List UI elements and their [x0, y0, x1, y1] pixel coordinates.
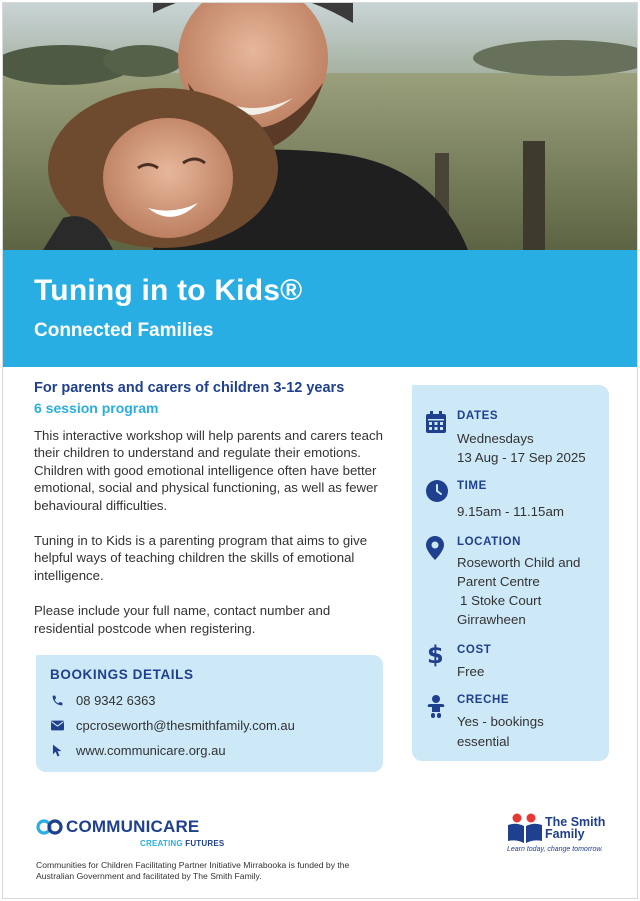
tagline-part-2: FUTURES [185, 839, 225, 848]
phone-number: 08 9342 6363 [76, 692, 156, 708]
booking-email[interactable] [50, 717, 369, 733]
dollar-icon: $ [427, 641, 444, 669]
clock-icon [426, 480, 448, 502]
book-people-icon [507, 813, 543, 848]
dates-range: 13 Aug - 17 Sep 2025 [457, 450, 586, 465]
program-subtitle: Connected Families [34, 320, 214, 341]
session-count: 6 session program [34, 400, 159, 416]
description-paragraph-1: This interactive workshop will help parents and carers teach their children to understand and regulate their emotions. Children with good emotional intelligence often have better emotional, social and physical functioning, as well as fewer behavioural difficulties. [34, 428, 383, 513]
email-icon [50, 718, 64, 732]
smith-family-name [545, 816, 605, 840]
tagline-part-1: CREATING [140, 839, 183, 848]
smith-line-1: The Smith [545, 815, 606, 829]
communicare-name: COMMUNICARE [66, 817, 200, 836]
title-banner [3, 250, 638, 367]
booking-phone[interactable] [50, 692, 369, 708]
audience-heading: For parents and carers of children 3-12 years [34, 380, 345, 396]
location-suburb: Girrawheen [457, 612, 526, 627]
dates-days: Wednesdays [457, 431, 534, 446]
creche-label: CRECHE [457, 694, 510, 706]
location-venue: Roseworth Child and [457, 555, 581, 570]
time-label: TIME [457, 480, 487, 492]
communicare-mark-icon [36, 819, 63, 840]
session-details-panel [412, 385, 609, 761]
calendar-icon [426, 411, 448, 433]
description-paragraph-2: Tuning in to Kids is a parenting program that aims to give helpful ways of teaching children the skills of emotional intelligence. [34, 533, 368, 583]
cursor-icon [50, 743, 64, 757]
registration-note: Please include your full name, contact number and residential postcode when registering. [34, 603, 331, 636]
baby-icon [426, 695, 448, 717]
flyer-page [2, 2, 638, 899]
website-link: www.communicare.org.au [76, 742, 226, 758]
creche-value: Yes - bookings [457, 714, 544, 729]
program-title: Tuning in to Kids® [34, 274, 303, 307]
booking-website[interactable] [50, 742, 369, 758]
program-description [34, 379, 384, 637]
hero-photo [3, 3, 638, 250]
location-venue-2: Parent Centre [457, 574, 540, 589]
smith-family-tagline: Learn today, change tomorrow. [507, 846, 603, 853]
bookings-heading: BOOKINGS DETAILS [50, 667, 194, 682]
location-label: LOCATION [457, 536, 521, 548]
smith-line-2: Family [545, 827, 585, 841]
location-street: 1 Stoke Court [460, 593, 542, 608]
location-pin-icon [426, 536, 448, 558]
time-value: 9.15am - 11.15am [457, 504, 564, 519]
email-address: cpcroseworth@thesmithfamily.com.au [76, 717, 295, 733]
smith-family-logo [505, 813, 615, 859]
phone-icon [50, 693, 64, 707]
creche-value-2: essential [457, 734, 510, 749]
communicare-tagline [140, 839, 224, 848]
cost-value: Free [457, 664, 485, 679]
bookings-panel [36, 655, 383, 772]
cost-label: COST [457, 644, 492, 656]
funding-statement: Communities for Children Facilitating Partner Initiative Mirrabooka is funded by the Australian Government and facilitated by The Smith Family. [36, 860, 350, 881]
dates-label: DATES [457, 410, 499, 422]
